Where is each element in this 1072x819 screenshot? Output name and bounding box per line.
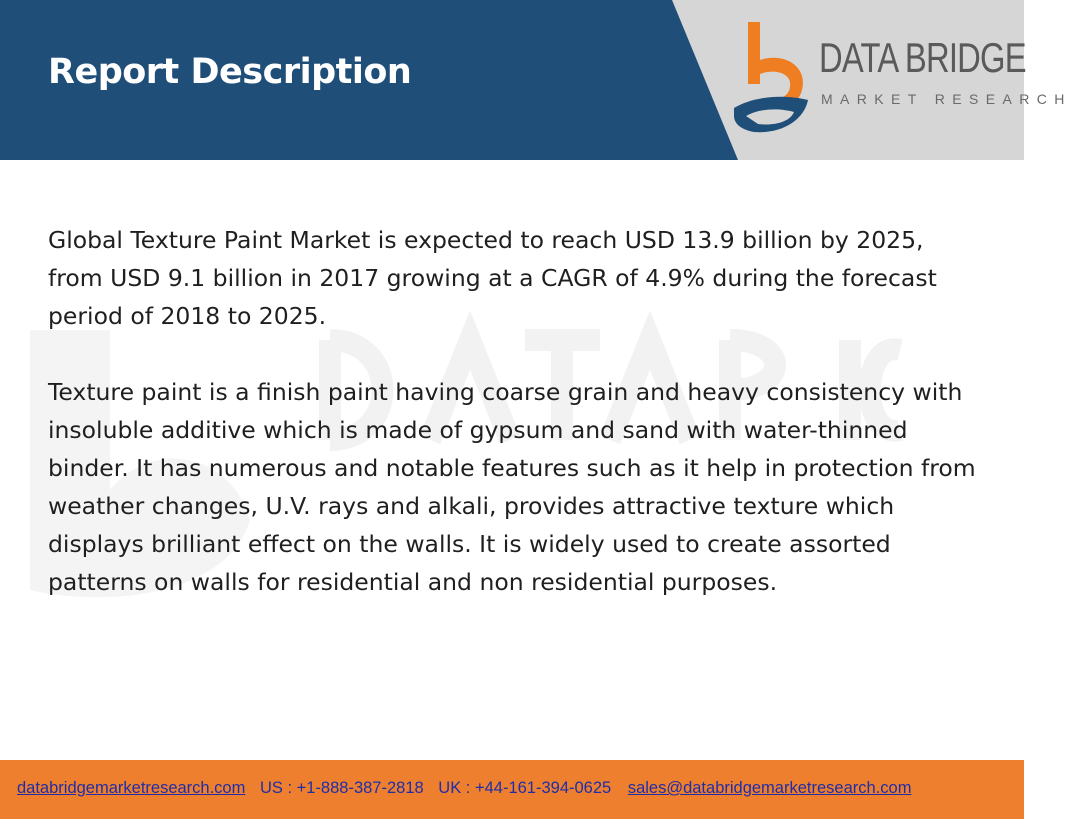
header-banner — [0, 0, 1072, 160]
us-phone: US : +1-888-387-2818 — [259, 779, 424, 797]
website-link[interactable]: databridgemarketresearch.com — [17, 779, 246, 797]
logo-mark-icon — [724, 16, 819, 141]
company-logo — [724, 16, 1072, 146]
logo-subtitle-text: MARKET RESEARCH — [821, 91, 1072, 107]
footer-bar — [0, 760, 1024, 819]
report-description-body — [48, 221, 978, 639]
product-description-paragraph: Texture paint is a finish paint having coarse grain and heavy consistency with insoluble additive which is made of gypsum and sand with water-thinned binder. It has numerous and notable features such as it help in protection from weather changes, U.V. rays and alkali, provides attractive texture which displays brilliant effect on the walls. It is widely used to create assorted patterns on walls for residential and non residential purposes. — [48, 378, 976, 596]
email-link[interactable]: sales@databridgemarketresearch.com — [627, 779, 912, 797]
page-title: Report Description — [48, 52, 412, 92]
uk-phone: UK : +44-161-394-0625 — [438, 779, 612, 797]
footer-contact — [17, 779, 911, 798]
market-summary-paragraph: Global Texture Paint Market is expected to reach USD 13.9 billion by 2025, from USD 9.1 billion in 2017 growing at a CAGR of 4.9% during the forecast period of 2018 to 2025. — [48, 226, 937, 330]
logo-brand-text: DATA BRIDGE — [819, 34, 1026, 81]
